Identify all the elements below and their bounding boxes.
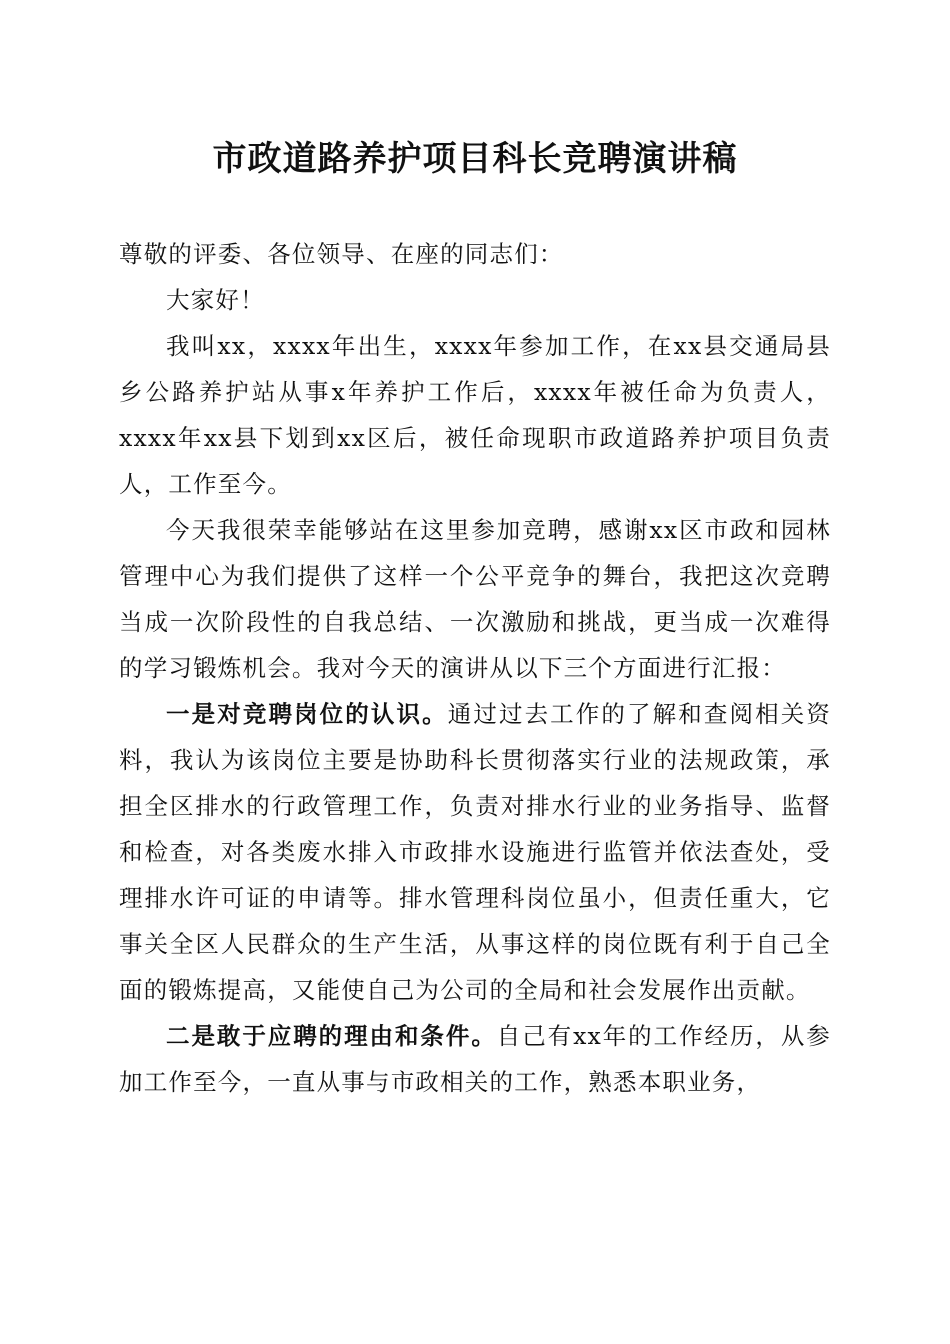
salutation: 尊敬的评委、各位领导、在座的同志们： — [119, 240, 564, 268]
greeting: 大家好！ — [166, 286, 265, 314]
section-1-heading: 一是对竞聘岗位的认识。 — [166, 700, 448, 728]
paragraph-thanks: 今天我很荣幸能够站在这里参加竞聘，感谢xx区市政和园林管理中心为我们提供了这样一个公平竞争的舞台，我把这次竞聘当成一次阶段性的自我总结、一次激励和挑战，更当成一次难得的学习锻炼机会。我对今天的演讲从以下三个方面进行汇报： — [119, 516, 831, 682]
section-2-text: 自己有xx年的工作经历，从参加工作至今，一直从事与市政相关的工作，熟悉本职业务， — [119, 1022, 831, 1096]
paragraph-intro: 我叫xx，xxxx年出生，xxxx年参加工作，在xx县交通局县乡公路养护站从事x年养护工作后，xxxx年被任命为负责人，xxxx年xx县下划到xx区后，被任命现职市政道路养护项目负责人，工作至今。 — [119, 332, 831, 498]
paragraph-section-2 — [119, 1013, 831, 1105]
section-1-text: 通过过去工作的了解和查阅相关资料，我认为该岗位主要是协助科长贯彻落实行业的法规政策，承担全区排水的行政管理工作，负责对排水行业的业务指导、监督和检查，对各类废水排入市政排水设施进行监管并依法查处，受理排水许可证的申请等。排水管理科岗位虽小，但责任重大，它事关全区人民群众的生产生活，从事这样的岗位既有利于自己全面的锻炼提高，又能使自己为公司的全局和社会发展作出贡献。 — [119, 700, 832, 1004]
document-body — [119, 231, 831, 1105]
section-2-heading: 二是敢于应聘的理由和条件。 — [166, 1022, 497, 1050]
document-title: 市政道路养护项目科长竞聘演讲稿 — [212, 139, 738, 179]
paragraph-section-1 — [119, 691, 831, 1013]
